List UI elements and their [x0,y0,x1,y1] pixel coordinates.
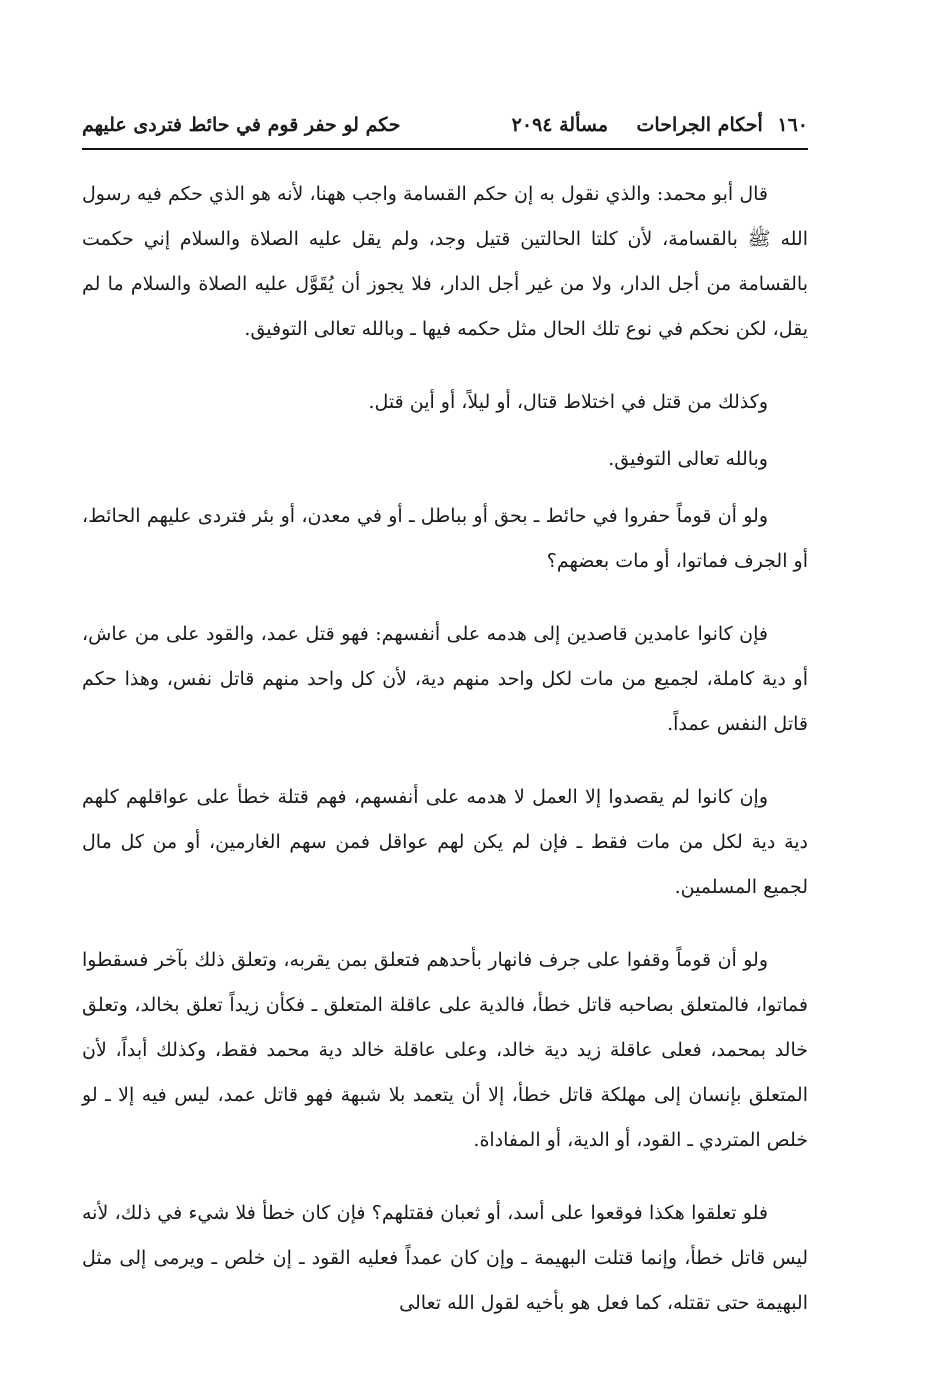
page-body [82,172,808,1326]
paragraph: فلو تعلقوا هكذا فوقعوا على أسد، أو ثعبان فقتلهم؟ فإن كان خطأ فلا شيء في ذلك، لأنه ليس قاتل خطأ، وإنما قتلت البهيمة ـ وإن كان عمداً فعليه القود ـ إن خلص ـ ويرمى إلى مثل البهيمة حتى تقتله، كما فعل هو بأخيه لقول الله تعالى [82,1202,808,1314]
header-book [637,114,808,136]
paragraph: ولو أن قوماً وقفوا على جرف فانهار بأحدهم فتعلق بمن يقربه، وتعلق ذلك بآخر فسقطوا فماتوا، فالمتعلق بصاحبه قاتل خطأ، فالدية على عاقلة المتعلق ـ فكأن زيداً تعلق بخالد، وتعلق خالد بمحمد، فعلى عاقلة زيد دية خالد، وعلى عاقلة خالد دية محمد فقط، وكذلك أبداً، لأن المتعلق بإنسان إلى مهلكة قاتل خطأ، إلا أن يتعمد بلا شبهة فهو قاتل عمد، ليس فيه إلا ـ لو خلص المتردي ـ القود، أو الدية، أو المفاداة. [82,949,808,1151]
paragraph: فإن كانوا عامدين قاصدين إلى هدمه على أنفسهم: فهو قتل عمد، والقود على من عاش، أو دية كاملة، لجميع من مات لكل واحد منهم دية، لأن كل واحد منهم قاتل نفس، وهذا حكم قاتل النفس عمداً. [82,623,808,735]
book-title: أحكام الجراحات [636,114,763,136]
page-number: ١٦٠ [777,114,808,136]
paragraph: ولو أن قوماً حفروا في حائط ـ بحق أو بباطل ـ أو في معدن، أو بئر فتردى عليهم الحائط، أو الجرف فماتوا، أو مات بعضهم؟ [82,505,808,572]
issue-number: مسألة ٢٠٩٤ [511,114,608,136]
paragraph: وإن كانوا لم يقصدوا إلا العمل لا هدمه على أنفسهم، فهم قتلة خطأ على عواقلهم كلهم دية دية لكل من مات فقط ـ فإن لم يكن لهم عواقل فمن سهم الغارمين، أو من كل مال لجميع المسلمين. [82,786,808,898]
book-page [82,108,808,1354]
running-header [82,108,808,150]
paragraph: قال أبو محمد: والذي نقول به إن حكم القسامة واجب ههنا، لأنه هو الذي حكم فيه رسول الله ﷺ بالقسامة، لأن كلتا الحالتين قتيل وجد، ولم يقل عليه الصلاة والسلام إني حكمت بالقسامة من أجل الدار، ولا من غير أجل الدار، فلا يجوز أن يُقَوَّل عليه الصلاة والسلام ما لم يقل، لكن نحكم في نوع تلك الحال مثل حكمه فيها ـ وبالله تعالى التوفيق. [82,183,808,340]
paragraph: وكذلك من قتل في اختلاط قتال، أو ليلاً، أو أين قتل. [368,391,768,413]
section-title: حكم لو حفر قوم في حائط فتردى عليهم [82,114,401,136]
paragraph: وبالله تعالى التوفيق. [608,448,768,470]
